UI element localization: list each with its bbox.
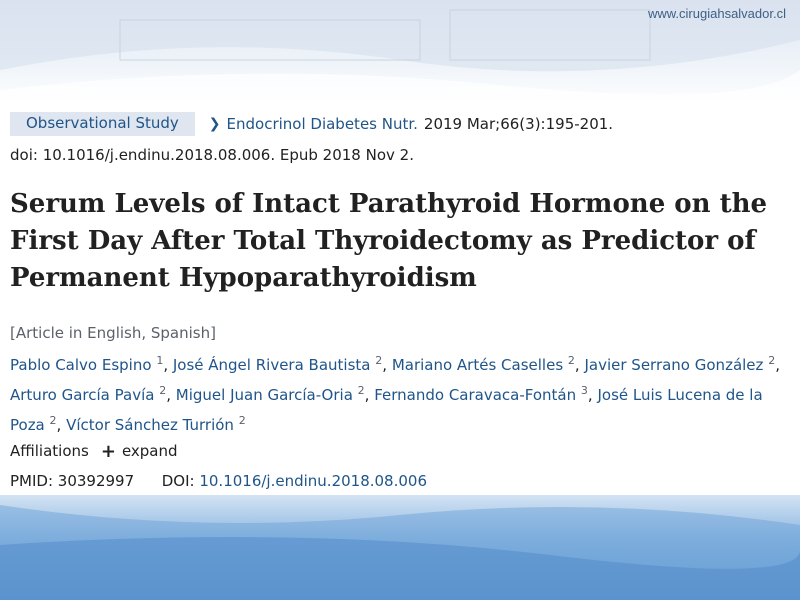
author-affiliation-number[interactable]: 2	[357, 384, 365, 397]
article-meta	[10, 112, 613, 136]
pmid-label: PMID:	[10, 472, 54, 490]
article-title: Serum Levels of Intact Parathyroid Hormone on the First Day After Total Thyroidectomy as Predictor of Permanent Hypoparathyroidism	[10, 189, 768, 293]
chevron-right-icon: ❯	[208, 116, 221, 132]
author-link[interactable]: Javier Serrano González	[584, 356, 764, 374]
journal-link[interactable]: Endocrinol Diabetes Nutr.	[226, 115, 418, 133]
identifiers-row	[10, 472, 427, 490]
author-link[interactable]: Miguel Juan García-Oria	[175, 386, 353, 404]
affiliations-label: Affiliations	[10, 442, 89, 460]
author-link[interactable]: José Ángel Rivera Bautista	[172, 356, 371, 374]
pmid-value: 30392997	[57, 472, 135, 490]
author-affiliation-number[interactable]: 2	[375, 354, 383, 367]
author-affiliation-number[interactable]: 2	[768, 354, 776, 367]
author-affiliation-number[interactable]: 2	[159, 384, 167, 397]
footer-background	[0, 495, 800, 600]
affiliations-row	[10, 442, 178, 460]
plus-icon: +	[100, 440, 116, 462]
author-affiliation-number[interactable]: 2	[567, 354, 575, 367]
authors-list: Pablo Calvo Espino $^1$, José Ángel Rivera Bautista $^2$, Mariano Artés Caselles $^2$, Javier Serrano González $^2$, Arturo García Pavía $^2$, Miguel Juan García-Oria $^2$, Fernando Caravaca-Fontán $^3$, José Luis Lucena de la Poza $^2$, Víctor Sánchez Turrión $^2$	[10, 354, 780, 434]
author-affiliation-number[interactable]: 2	[49, 414, 57, 427]
author-link[interactable]: Fernando Caravaca-Fontán	[374, 386, 577, 404]
author-link[interactable]: Víctor Sánchez Turrión	[66, 416, 234, 434]
author-link[interactable]: José Luis Lucena de la Poza	[10, 386, 763, 434]
author-affiliation-number[interactable]: 2	[238, 414, 246, 427]
citation: 2019 Mar;66(3):195-201.	[423, 115, 614, 133]
doi-label: DOI:	[161, 472, 195, 490]
expand-label: expand	[121, 442, 178, 460]
article-language: [Article in English, Spanish]	[10, 324, 216, 342]
author-affiliation-number[interactable]: 1	[156, 354, 164, 367]
author-link[interactable]: Arturo García Pavía	[10, 386, 155, 404]
expand-affiliations-button[interactable]	[101, 442, 178, 460]
author-link[interactable]: Mariano Artés Caselles	[391, 356, 564, 374]
doi-epub-line: doi: 10.1016/j.endinu.2018.08.006. Epub 2018 Nov 2.	[10, 146, 414, 164]
site-url[interactable]: www.cirugiahsalvador.cl	[647, 6, 786, 21]
publication-type-badge: Observational Study	[10, 112, 195, 136]
doi-link[interactable]: 10.1016/j.endinu.2018.08.006	[199, 472, 427, 490]
author-affiliation-number[interactable]: 3	[580, 384, 588, 397]
author-link[interactable]: Pablo Calvo Espino	[10, 356, 152, 374]
